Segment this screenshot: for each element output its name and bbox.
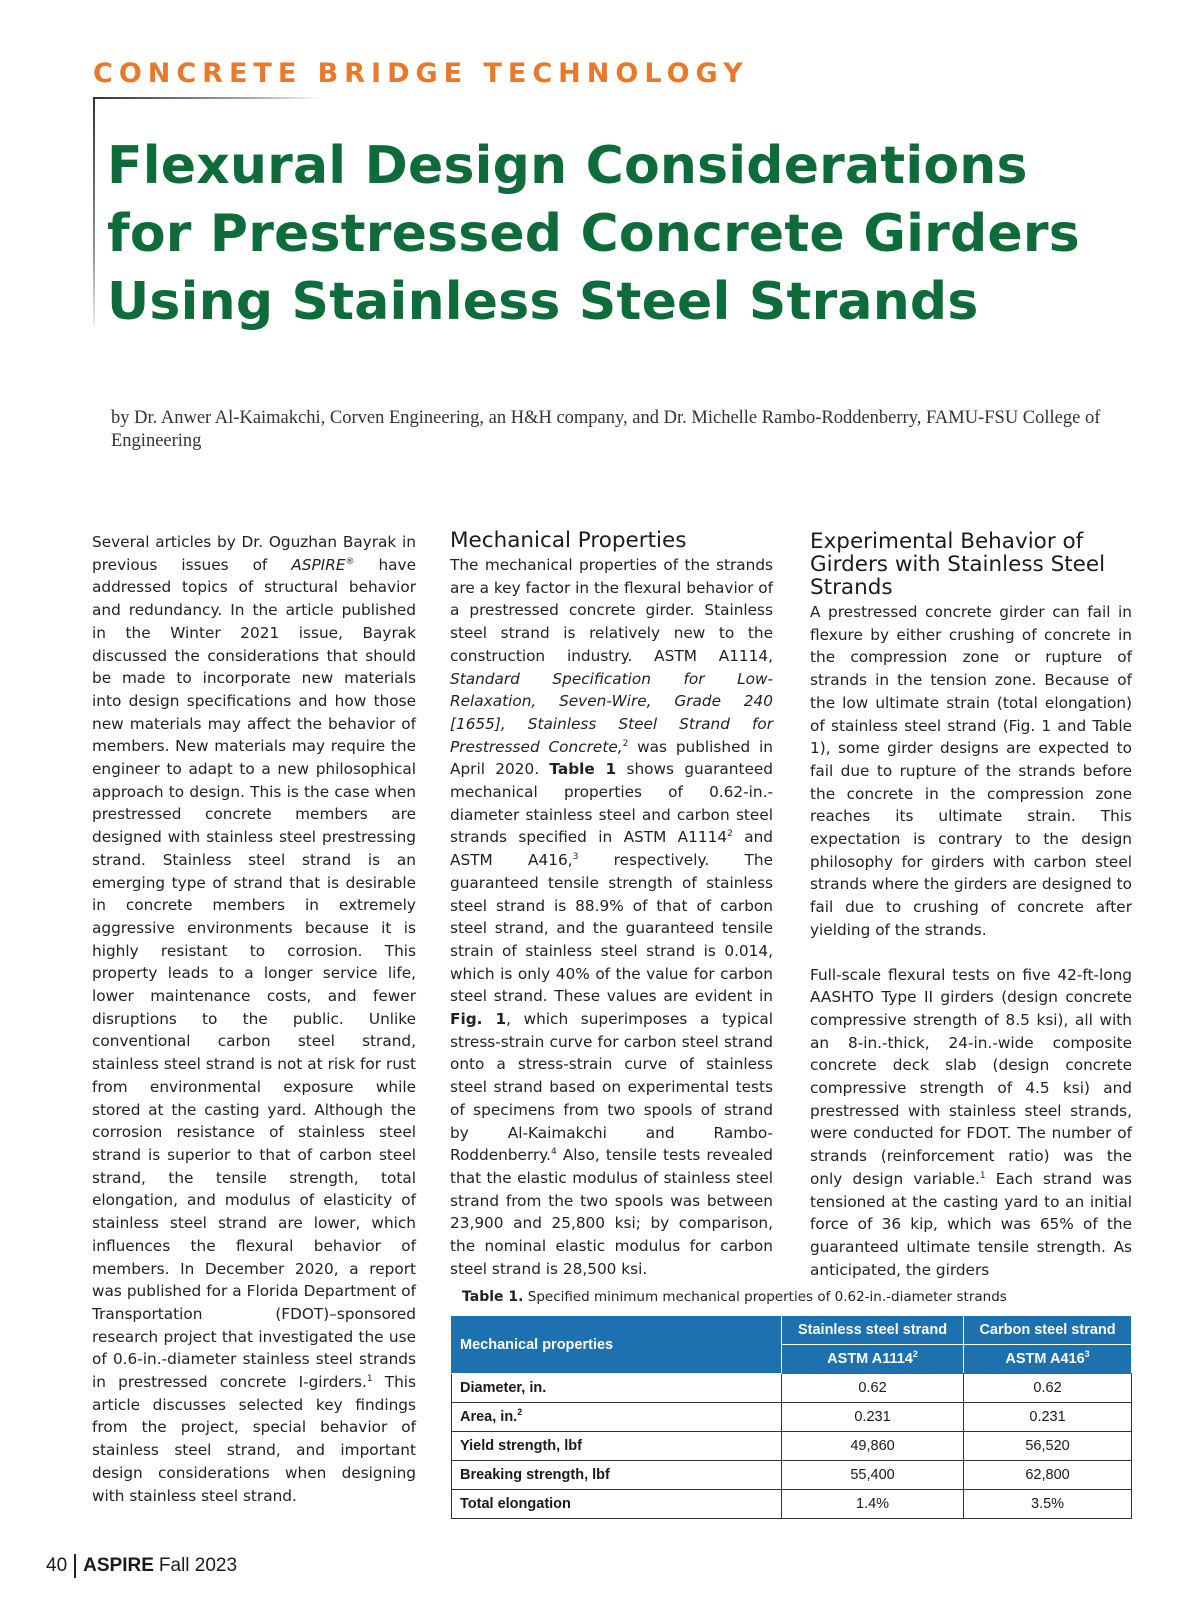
table-caption <box>462 1289 1162 1305</box>
row-label <box>452 1490 782 1519</box>
carbon-value: 0.62 <box>964 1374 1132 1403</box>
stainless-value: 1.4% <box>782 1490 964 1519</box>
table-header-row <box>452 1316 1132 1345</box>
caption-label: Table 1. <box>462 1289 524 1305</box>
text: This article discusses selected key findings from the project, special behavior of stainless steel strand, and important design considerations when designing with stainless steel strand. <box>92 1373 416 1505</box>
text: , which superimposes a typical stress-strain curve for carbon steel strand onto a stress-strain curve of stainless steel strand based on experimental tests of specimens from two spools of strand by Al-Kaimakchi and Rambo-Roddenberry. <box>450 1010 773 1165</box>
text: Total elongation <box>460 1496 571 1512</box>
title-rule-top <box>93 97 323 99</box>
text: ASTM A416 <box>1005 1351 1085 1367</box>
text: was published in April 2020. <box>450 737 773 779</box>
carbon-value: 0.231 <box>964 1403 1132 1432</box>
spec-title: Standard Specification for Low-Relaxation, Seven-Wire, Grade 240 [1655], Stainless Steel Strand for Prestressed Concrete, <box>450 669 773 756</box>
heading-experimental-behavior: Experimental Behavior of Girders with Stainless Steel Strands <box>810 529 1106 600</box>
reference-2: 2 <box>912 1349 918 1359</box>
table-1-reference: Table 1 <box>549 760 617 779</box>
text: shows guaranteed mechanical properties of 0.62-in.-diameter stainless steel and carbon steel strands specified in ASTM A1114 <box>450 760 773 847</box>
stainless-value: 55,400 <box>782 1461 964 1490</box>
carbon-value: 56,520 <box>964 1432 1132 1461</box>
header-astm-a1114 <box>782 1345 964 1374</box>
article-title <box>107 132 1167 336</box>
text: Breaking strength, lbf <box>460 1467 610 1483</box>
column-1 <box>92 531 416 1507</box>
magazine-name: ASPIRE <box>291 555 346 574</box>
reference-2: 2 <box>622 738 629 749</box>
text: Full-scale flexural tests on five 42-ft-long AASHTO Type II girders (design concrete compressive strength of 8.5 ksi), all with an 8-in.-thick, 24-in.-wide composite concrete deck slab (design concrete compressive strength of 4.5 ksi) and prestressed with stainless steel strands, were conducted for FDOT. The number of strands (reinforcement ratio) was the only design variable. <box>810 965 1132 1188</box>
intro-paragraph <box>92 531 416 1507</box>
table-row <box>452 1461 1132 1490</box>
caption-text: Specified minimum mechanical properties of 0.62-in.-diameter strands <box>523 1289 1007 1305</box>
text: ASTM A1114 <box>827 1351 913 1367</box>
column-2 <box>450 530 773 1281</box>
row-label <box>452 1403 782 1432</box>
reference-3: 3 <box>1084 1349 1090 1359</box>
reference-1: 1 <box>979 1170 986 1181</box>
text: and ASTM A416, <box>450 828 773 870</box>
footer-issue: Fall 2023 <box>158 1555 238 1576</box>
footer-magazine: ASPIRE <box>83 1555 154 1576</box>
header-carbon-steel: Carbon steel strand <box>964 1316 1132 1345</box>
mechanical-properties-paragraph <box>450 554 773 1281</box>
stainless-value: 0.62 <box>782 1374 964 1403</box>
reference-4: 4 <box>551 1147 557 1158</box>
table-row <box>452 1374 1132 1403</box>
byline: by Dr. Anwer Al-Kaimakchi, Corven Engineering, an H&H company, and Dr. Michelle Rambo-Roddenberry, FAMU-FSU College of Engineering <box>111 408 1101 451</box>
table-row <box>452 1432 1132 1461</box>
section-kicker: CONCRETE BRIDGE TECHNOLOGY <box>93 58 749 89</box>
text: Several articles by Dr. Oguzhan Bayrak in previous issues of <box>92 533 416 574</box>
reference-1: 1 <box>366 1374 373 1385</box>
superscript: 2 <box>517 1407 523 1417</box>
text: Area, in. <box>460 1409 518 1425</box>
page-footer <box>46 1554 237 1578</box>
registered-mark: ® <box>345 556 355 567</box>
table-row <box>452 1490 1132 1519</box>
experimental-paragraph-2 <box>810 964 1132 1282</box>
header-mechanical-properties: Mechanical properties <box>452 1316 782 1374</box>
table-row <box>452 1403 1132 1432</box>
reference-2: 2 <box>727 829 733 840</box>
page-number: 40 <box>46 1555 68 1576</box>
mechanical-properties-table <box>451 1315 1132 1519</box>
carbon-value: 3.5% <box>964 1490 1132 1519</box>
title-line-3: Using Stainless Steel Strands <box>107 272 979 332</box>
title-rule-left <box>93 98 95 326</box>
stainless-value: 49,860 <box>782 1432 964 1461</box>
stainless-value: 0.231 <box>782 1403 964 1432</box>
footer-divider <box>74 1554 76 1578</box>
text: have addressed topics of structural behavior and redundancy. In the article published in the Winter 2021 issue, Bayrak discussed the considerations that should be made to incorporate new materials into design specifications and how those new materials may affect the behavior of members. New materials may require the engineer to adapt to a new philosophical approach to design. This is the case when prestressed concrete members are designed with stainless steel prestressing strand. Stainless steel strand is an emerging type of strand that is desirable in concrete members in extremely aggressive environments because it is highly resistant to corrosion. This property leads to a longer service life, lower maintenance costs, and fewer disruptions to the public. Unlike conventional carbon steel strand, stainless steel strand is not at risk for rust from environmental exposure while stored at the casting yard. Although the corrosion resistance of stainless steel strand is superior to that of carbon steel strand, the tensile strength, total elongation, and modulus of elasticity of stainless steel strand are lower, which influences the flexural behavior of members. In December 2020, a report was published for a Florida Department of Transportation (FDOT)–sponsored research project that investigated the use of 0.6-in.-diameter stainless steel strands in prestressed concrete I-girders. <box>92 555 416 1392</box>
heading-mechanical-properties: Mechanical Properties <box>450 528 687 553</box>
text: Yield strength, lbf <box>460 1438 582 1454</box>
text: respectively. The guaranteed tensile strength of stainless steel strand is 88.9% of that of carbon steel strand, and the guaranteed tensile strain of stainless steel strand is 0.014, which is only 40% of the value for carbon steel strand. These values are evident in <box>450 851 773 1006</box>
text: Each strand was tensioned at the casting yard to an initial force of 36 kip, which was 65% of the guaranteed ultimate tensile strength. As anticipated, the girders <box>810 1169 1133 1279</box>
text: The mechanical properties of the strands are a key factor in the flexural behavior of a prestressed concrete girder. Stainless steel strand is relatively new to the construction industry. ASTM A1114, <box>450 556 773 665</box>
row-label <box>452 1461 782 1490</box>
fig-1-reference: Fig. 1 <box>450 1010 507 1029</box>
row-label <box>452 1374 782 1403</box>
row-label <box>452 1432 782 1461</box>
column-3 <box>810 530 1132 1281</box>
title-line-2: for Prestressed Concrete Girders <box>107 204 1080 264</box>
title-line-1: Flexural Design Considerations <box>107 136 1028 196</box>
header-stainless-steel: Stainless steel strand <box>782 1316 964 1345</box>
experimental-paragraph-1: A prestressed concrete girder can fail in flexure by either crushing of concrete in the compression zone or rupture of strands in the tension zone. Because of the low ultimate strain (total elongation) of stainless steel strand (Fig. 1 and Table 1), some girder designs are expected to fail due to rupture of the strands before the concrete in the compression zone reaches its ultimate strain. This expectation is contrary to the design philosophy for girders with carbon steel strands where the girders are designed to fail due to crushing of concrete after yielding of the strands. <box>810 603 1132 939</box>
text: Also, tensile tests revealed that the elastic modulus of stainless steel strand from the two spools was between 23,900 and 25,800 ksi; by comparison, the nominal elastic modulus for carbon steel strand is 28,500 ksi. <box>450 1146 773 1278</box>
carbon-value: 62,800 <box>964 1461 1132 1490</box>
reference-3: 3 <box>572 852 579 863</box>
header-astm-a416 <box>964 1345 1132 1374</box>
text: Diameter, in. <box>460 1380 547 1396</box>
